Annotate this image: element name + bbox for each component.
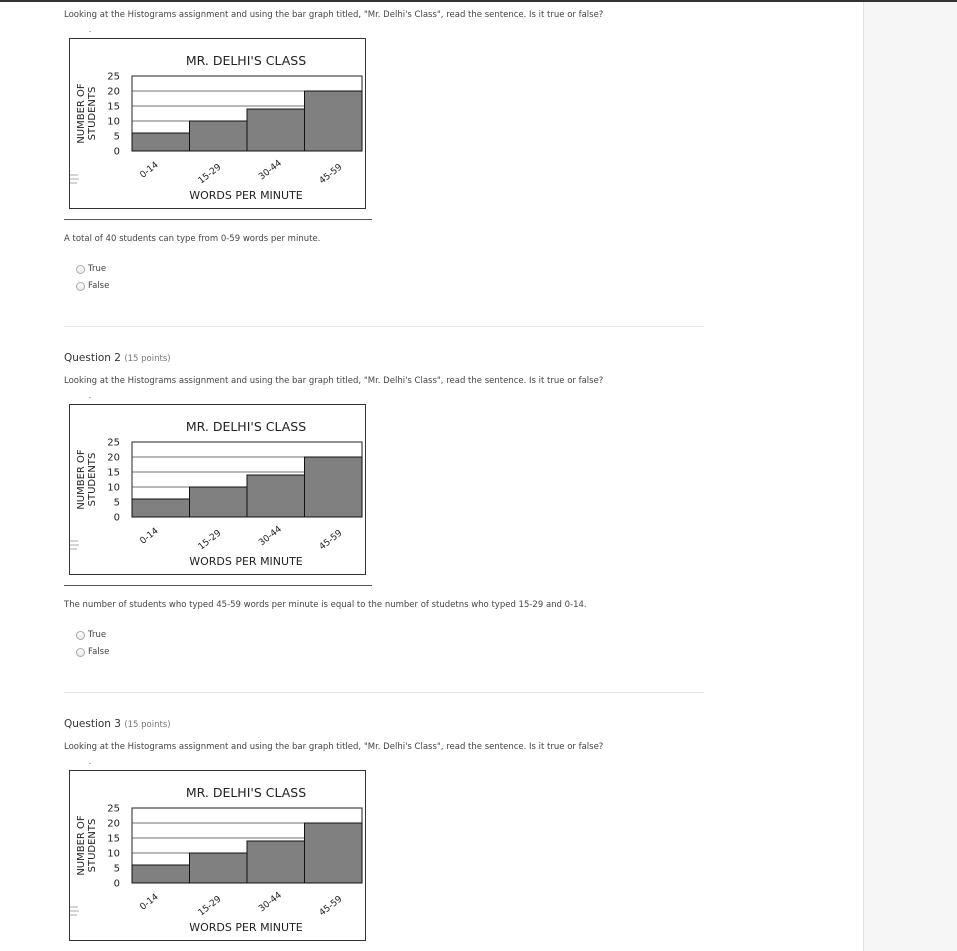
edge-scribble — [70, 541, 79, 549]
y-tick-label: 0 — [113, 146, 120, 158]
y-axis-label: NUMBER OF — [76, 83, 87, 144]
option-false-label: False — [88, 281, 110, 291]
y-tick-label: 5 — [113, 131, 120, 143]
option-true[interactable] — [76, 263, 106, 275]
right-sidebar — [863, 2, 957, 951]
question-number: Question 2 — [64, 352, 121, 364]
y-tick-label: 10 — [107, 482, 120, 494]
bar-0-14 — [132, 133, 190, 151]
bar-15-29 — [190, 853, 248, 883]
option-false[interactable] — [76, 646, 109, 658]
y-tick-label: 10 — [107, 848, 120, 860]
x-axis-label: WORDS PER MINUTE — [189, 189, 303, 202]
y-axis-label: STUDENTS — [87, 452, 98, 507]
image-marker — [89, 763, 91, 764]
x-tick-label: 0-14 — [138, 160, 161, 181]
x-tick-label: 45-59 — [317, 894, 345, 919]
image-marker — [89, 397, 91, 398]
x-axis-label: WORDS PER MINUTE — [189, 921, 303, 934]
y-tick-label: 20 — [107, 86, 120, 98]
y-tick-label: 0 — [113, 878, 120, 890]
option-false-label: False — [88, 647, 110, 657]
question-divider — [64, 692, 704, 693]
image-marker — [89, 31, 91, 32]
option-true-label: True — [88, 630, 107, 640]
x-tick-label: 0-14 — [138, 892, 161, 913]
question-statement: The number of students who typed 45-59 words per minute is equal to the number of studetns who typed 15-29 and 0-14. — [64, 600, 587, 610]
x-tick-label: 30-44 — [257, 524, 284, 549]
y-tick-label: 5 — [113, 863, 120, 875]
y-tick-label: 20 — [107, 818, 120, 830]
bar-30-44 — [247, 475, 305, 517]
bar-15-29 — [190, 487, 248, 517]
bar-15-29 — [190, 121, 248, 151]
question-prompt: Looking at the Histograms assignment and using the bar graph titled, "Mr. Delhi's Class", read the sentence. Is it true or false? — [64, 376, 604, 386]
question-header — [64, 718, 171, 730]
x-tick-label: 0-14 — [138, 526, 161, 547]
x-axis-label: WORDS PER MINUTE — [189, 555, 303, 568]
y-tick-label: 15 — [107, 467, 120, 479]
bar-30-44 — [247, 841, 305, 883]
option-true[interactable] — [76, 629, 106, 641]
question-header — [64, 352, 171, 364]
chart-title: MR. DELHI'S CLASS — [185, 419, 307, 434]
radio-true[interactable] — [76, 631, 85, 640]
histogram-svg — [70, 39, 367, 210]
radio-true[interactable] — [76, 265, 85, 274]
x-tick-label: 15-29 — [196, 528, 224, 553]
chart-underline — [64, 585, 372, 586]
y-tick-label: 15 — [107, 101, 120, 113]
question-points: (15 points) — [124, 354, 171, 364]
chart-underline — [64, 219, 372, 220]
bar-0-14 — [132, 865, 190, 883]
y-tick-label: 10 — [107, 116, 120, 128]
x-tick-label: 15-29 — [196, 894, 224, 919]
chart-title: MR. DELHI'S CLASS — [185, 53, 307, 68]
option-true-label: True — [88, 264, 107, 274]
bar-45-59 — [305, 823, 363, 883]
histogram-chart — [69, 770, 366, 941]
question-prompt: Looking at the Histograms assignment and using the bar graph titled, "Mr. Delhi's Class", read the sentence. Is it true or false? — [64, 10, 604, 20]
y-axis-label: STUDENTS — [87, 86, 98, 141]
x-tick-label: 30-44 — [257, 890, 284, 915]
y-tick-label: 15 — [107, 833, 120, 845]
y-axis-label: STUDENTS — [87, 818, 98, 873]
bar-45-59 — [305, 91, 363, 151]
y-tick-label: 5 — [113, 497, 120, 509]
chart-title: MR. DELHI'S CLASS — [185, 785, 307, 800]
edge-scribble — [70, 175, 79, 183]
y-tick-label: 20 — [107, 452, 120, 464]
x-tick-label: 15-29 — [196, 162, 224, 187]
question-prompt: Looking at the Histograms assignment and using the bar graph titled, "Mr. Delhi's Class", read the sentence. Is it true or false? — [64, 742, 604, 752]
option-false[interactable] — [76, 280, 109, 292]
radio-false[interactable] — [76, 648, 85, 657]
y-tick-label: 25 — [107, 803, 120, 815]
y-tick-label: 0 — [113, 512, 120, 524]
y-tick-label: 25 — [107, 71, 120, 83]
y-tick-label: 25 — [107, 437, 120, 449]
question-points: (15 points) — [124, 720, 171, 730]
question-divider — [64, 326, 704, 327]
bar-45-59 — [305, 457, 363, 517]
histogram-chart — [69, 404, 366, 575]
question-number: Question 3 — [64, 718, 121, 730]
histogram-svg — [70, 771, 367, 942]
x-tick-label: 45-59 — [317, 162, 345, 187]
question-statement: A total of 40 students can type from 0-59 words per minute. — [64, 234, 321, 244]
radio-false[interactable] — [76, 282, 85, 291]
bar-0-14 — [132, 499, 190, 517]
x-tick-label: 45-59 — [317, 528, 345, 553]
y-axis-label: NUMBER OF — [76, 449, 87, 510]
histogram-chart — [69, 38, 366, 209]
x-tick-label: 30-44 — [257, 158, 284, 183]
edge-scribble — [70, 907, 79, 915]
histogram-svg — [70, 405, 367, 576]
bar-30-44 — [247, 109, 305, 151]
y-axis-label: NUMBER OF — [76, 815, 87, 876]
